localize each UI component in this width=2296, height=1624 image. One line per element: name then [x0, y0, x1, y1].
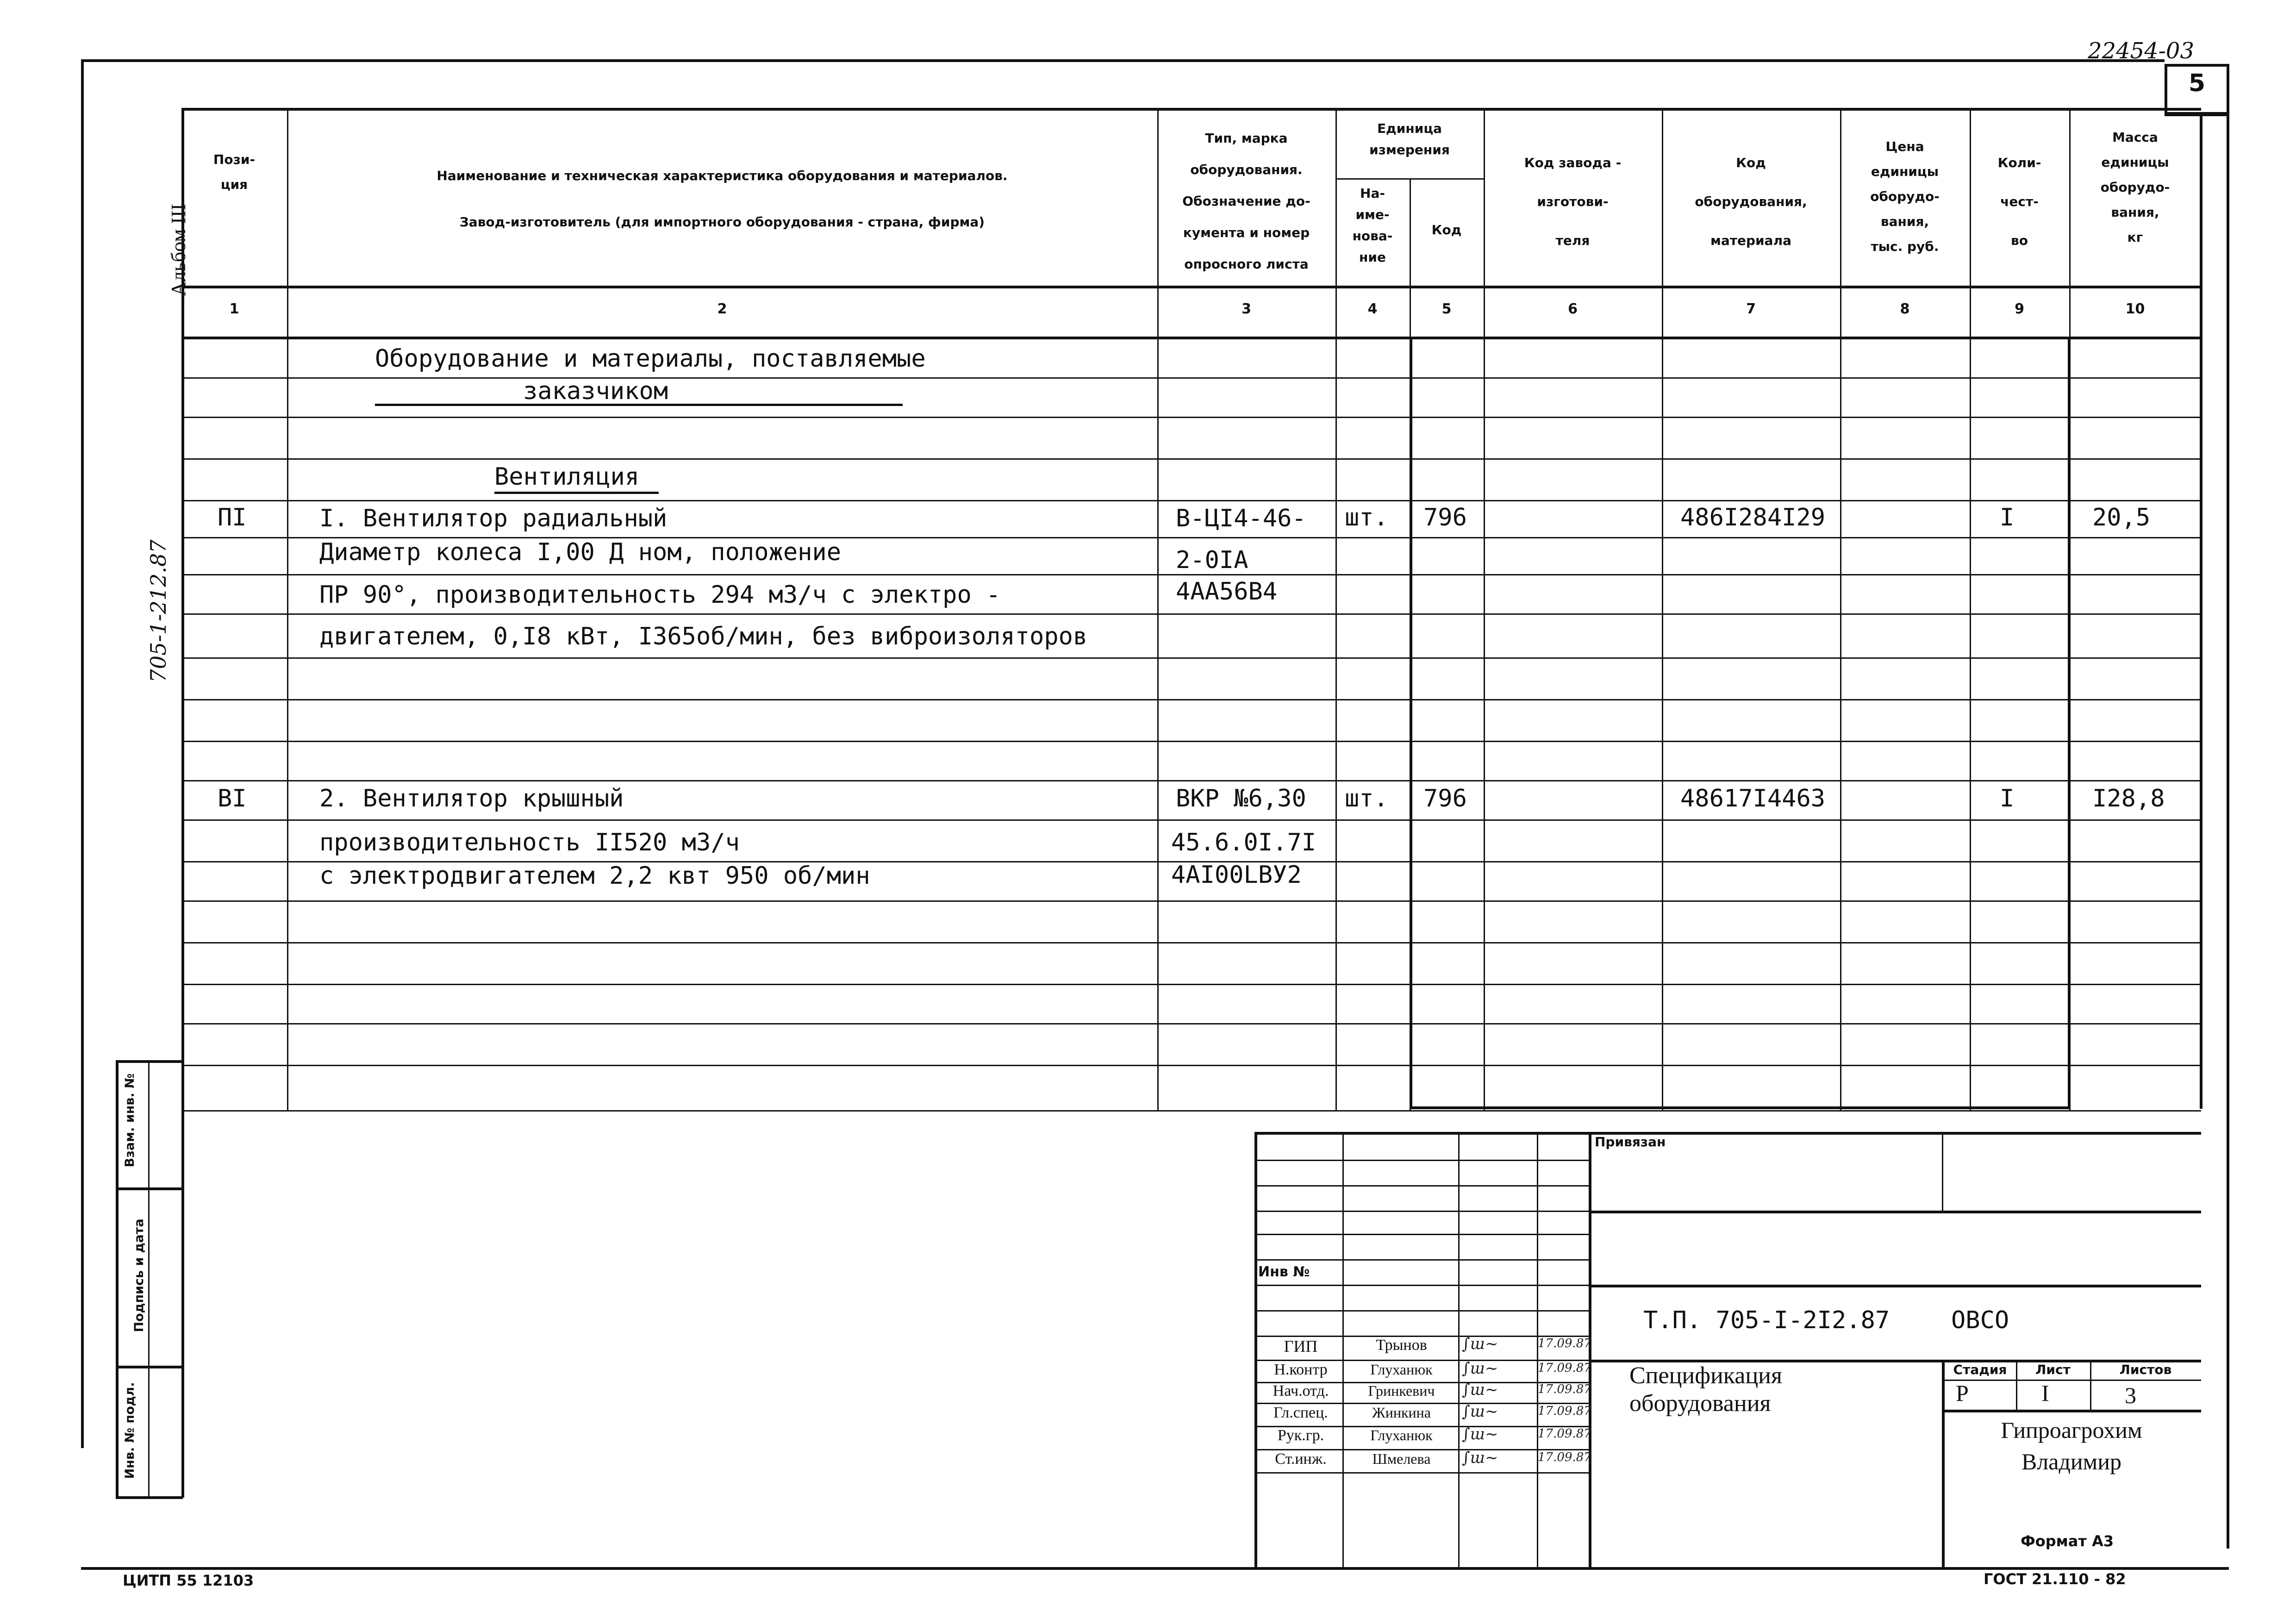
stamp-col-sep — [1342, 1132, 1344, 1567]
item2-mass: I28,8 — [2092, 785, 2165, 812]
signer-signature: ∫ɯ~ — [1462, 1425, 1498, 1443]
signer-signature: ∫ɯ~ — [1462, 1402, 1498, 1421]
bold-region-bottom — [1410, 1106, 2071, 1109]
signer-date: 17.09.87 — [1538, 1361, 1591, 1375]
header-mass-line: единицы — [2101, 155, 2169, 170]
header-price-line: вания, — [1880, 214, 1929, 229]
item1-equipment-code: 486I284I29 — [1680, 504, 1826, 531]
col-number-4: 4 — [1367, 301, 1378, 317]
signer-name: Глуханюк — [1370, 1427, 1433, 1443]
header-unit-name-line: ние — [1359, 250, 1386, 265]
bold-region-left — [1410, 338, 1412, 1109]
subsection-title: Вентиляция — [494, 463, 640, 491]
project-code-vertical: 705-1-212.87 — [146, 539, 171, 683]
signer-date: 17.09.87 — [1538, 1427, 1591, 1441]
header-mass-line: оборудо- — [2100, 180, 2170, 195]
header-factory-code-line: теля — [1555, 233, 1590, 248]
row-line — [181, 500, 2201, 501]
vzam-inv-label: Взам. инв. № — [123, 1073, 137, 1168]
print-code: ЦИТП 55 12103 — [123, 1572, 254, 1589]
signer-signature: ∫ɯ~ — [1462, 1359, 1498, 1378]
header-equipment-code-line: оборудования, — [1695, 194, 1807, 209]
header-quantity-line: Коли- — [1997, 155, 2041, 170]
row-line — [181, 458, 2201, 460]
col-number-1: 1 — [229, 301, 239, 317]
signer-role: Гл.спец. — [1273, 1404, 1328, 1421]
header-price — [1840, 134, 1970, 259]
signer-signature: ∫ɯ~ — [1462, 1449, 1498, 1467]
stamp-col-sep — [1458, 1132, 1460, 1567]
margin-strip-left — [116, 1060, 119, 1498]
signer-date: 17.09.87 — [1538, 1337, 1591, 1350]
gost-label: ГОСТ 21.110 - 82 — [1984, 1570, 2126, 1588]
header-factory-code — [1484, 144, 1662, 260]
header-quantity-line: во — [2011, 233, 2028, 248]
header-unit-name-line: нова- — [1352, 228, 1393, 244]
stamp-row-line — [1254, 1211, 1589, 1212]
stamp-privyazan-bottom — [1589, 1211, 2201, 1213]
subsection-underline — [494, 492, 659, 494]
section-title-line1: Оборудование и материалы, поставляемые — [375, 345, 926, 373]
doc-suffix: ОВСО — [1951, 1306, 2009, 1334]
col-number-2: 2 — [717, 301, 727, 317]
row-line — [181, 613, 2201, 615]
col-sep-1 — [287, 108, 288, 1110]
format-label: Формат А3 — [2021, 1532, 2114, 1550]
stamp-row-line — [1254, 1259, 1589, 1261]
section-title-underline — [375, 404, 903, 406]
header-unit-name-line: На- — [1360, 186, 1385, 201]
signer-name: Гринкевич — [1368, 1382, 1435, 1399]
header-equipment-code-line: материала — [1710, 233, 1791, 248]
item1-unit-code: 796 — [1423, 504, 1467, 531]
header-price-line: тыс. руб. — [1871, 239, 1939, 254]
signer-signature: ∫ɯ~ — [1462, 1335, 1498, 1353]
col-number-8: 8 — [1900, 301, 1910, 317]
item2-type-line3: 4АI00LВУ2 — [1171, 861, 1302, 889]
header-factory-code-line: изготови- — [1537, 194, 1609, 209]
header-equipment-code-line: Код — [1736, 155, 1766, 170]
header-unit — [1335, 118, 1484, 161]
item2-equipment-code: 48617I4463 — [1680, 785, 1826, 812]
privyazan-label: Привязан — [1595, 1134, 1666, 1149]
margin-strip-div1 — [116, 1187, 183, 1190]
item2-quantity: I — [2000, 785, 2015, 812]
row-line — [181, 657, 2201, 659]
signer-signature: ∫ɯ~ — [1462, 1380, 1498, 1399]
header-type-line: кумента и номер — [1183, 225, 1310, 240]
stage-label: Стадия — [1953, 1362, 2007, 1377]
row-line — [181, 780, 2201, 781]
col-number-3: 3 — [1242, 301, 1251, 317]
header-type — [1157, 123, 1335, 280]
item2-unit-name: шт. — [1345, 785, 1388, 812]
podpis-data-label: Подпись и дата — [132, 1218, 146, 1332]
stamp-row-line — [1254, 1310, 1589, 1312]
footer-line — [81, 1567, 729, 1569]
frame-top-line — [81, 59, 2165, 62]
signer-date: 17.09.87 — [1538, 1382, 1591, 1396]
item1-unit-name: шт. — [1345, 504, 1388, 531]
signer-date: 17.09.87 — [1538, 1404, 1591, 1418]
stamp-stage-line — [1942, 1380, 2201, 1381]
stamp-top-line — [1254, 1132, 2201, 1135]
row-line — [181, 699, 2201, 700]
header-mass-line: вания, — [2111, 205, 2159, 220]
signer-role: Н.контр — [1274, 1361, 1328, 1378]
item1-type-line1: В-ЦI4-46- — [1176, 505, 1306, 532]
header-quantity — [1970, 144, 2069, 260]
sheet-number: 5 — [2188, 69, 2206, 97]
col-number-7: 7 — [1746, 301, 1756, 317]
item2-type-line1: ВКР №6,30 — [1176, 785, 1306, 812]
margin-strip-right — [181, 1060, 184, 1498]
inv-no-label: Инв № — [1258, 1264, 1310, 1280]
header-mass — [2069, 125, 2201, 250]
stamp-privyazan-sep — [1942, 1132, 1943, 1213]
header-position-line: ция — [220, 177, 248, 192]
stage-value: Р — [1956, 1380, 1969, 1406]
item1-name-line1: I. Вентилятор радиальный — [319, 505, 668, 532]
table-top-line — [181, 108, 2201, 111]
colnum-bottom-line — [181, 337, 2201, 339]
item2-name-line1: 2. Вентилятор крышный — [319, 785, 624, 812]
col-number-6: 6 — [1568, 301, 1578, 317]
row-line — [181, 900, 2201, 902]
frame-top-right-line — [2165, 113, 2229, 116]
header-position-line: Пози- — [213, 152, 256, 167]
signer-name: Глуханюк — [1370, 1361, 1433, 1378]
section-title-line2: заказчиком — [523, 377, 668, 405]
signer-name: Жинкина — [1372, 1404, 1431, 1421]
signer-role: Нач.отд. — [1273, 1382, 1329, 1399]
row-line — [181, 1065, 2201, 1066]
row-line — [181, 377, 2201, 379]
bold-region-right — [2068, 338, 2071, 1109]
header-mass-line: кг — [2127, 230, 2143, 245]
table-left-line — [181, 108, 184, 1110]
album-label: Альбом III — [167, 203, 190, 297]
doc-code: Т.П. 705-I-2I2.87 — [1643, 1306, 1890, 1334]
row-line — [181, 574, 2201, 575]
stamp-row-line — [1254, 1185, 1589, 1187]
frame-left-line — [81, 59, 84, 1448]
stamp-row-line — [1254, 1160, 1589, 1161]
header-position — [181, 147, 287, 197]
item1-name-line4: двигателем, 0,I8 кВт, I365об/мин, без виброизоляторов — [319, 623, 1088, 650]
org-line2: Владимир — [2021, 1449, 2122, 1474]
header-type-line: опросного листа — [1184, 256, 1309, 272]
signer-role: ГИП — [1284, 1337, 1318, 1355]
header-unit-name-line: име- — [1355, 207, 1390, 222]
col-number-5: 5 — [1441, 301, 1452, 317]
header-type-line: Обозначение до- — [1182, 194, 1310, 209]
item1-type-line2: 2-0IА — [1176, 546, 1248, 574]
header-price-line: оборудо- — [1870, 189, 1940, 204]
row-line — [181, 1023, 2201, 1024]
header-unit-line: измерения — [1369, 142, 1450, 157]
col-number-9: 9 — [2015, 301, 2024, 317]
header-price-line: единицы — [1871, 164, 1939, 179]
stamp-row-line — [1254, 1472, 1589, 1474]
stamp-left-line — [1254, 1132, 1257, 1567]
item2-name-line3: с электродвигателем 2,2 квт 950 об/мин — [319, 862, 870, 890]
sheets-label: Листов — [2119, 1362, 2172, 1377]
item2-unit-code: 796 — [1423, 785, 1467, 812]
col-number-10: 10 — [2125, 301, 2145, 317]
item1-quantity: I — [2000, 504, 2015, 531]
item1-name-line3: ПР 90°, производительность 294 м3/ч с электро - — [319, 581, 1001, 609]
item1-mass: 20,5 — [2092, 504, 2151, 531]
item1-position: ПI — [218, 504, 247, 531]
signer-name: Трынов — [1376, 1337, 1427, 1354]
item2-type-line2: 45.6.0I.7I — [1171, 829, 1316, 856]
stamp-row-line — [1254, 1234, 1589, 1235]
sheet-label: Лист — [2035, 1362, 2071, 1377]
header-quantity-line: чест- — [2000, 194, 2039, 209]
item2-name-line2: производительность II520 м3/ч — [319, 829, 740, 856]
header-unit-name — [1335, 183, 1410, 268]
stamp-stage-bottom — [1942, 1410, 2201, 1412]
header-bottom-line — [181, 286, 2201, 288]
item1-name-line2: Диаметр колеса I,00 Д ном, положение — [319, 538, 842, 566]
header-mass-line: Масса — [2112, 130, 2158, 145]
signer-date: 17.09.87 — [1538, 1450, 1591, 1464]
frame-right-line — [2227, 113, 2229, 1549]
signer-role: Рук.гр. — [1277, 1427, 1324, 1444]
row-line — [181, 942, 2201, 943]
doc-title-line1: Спецификация — [1629, 1362, 1782, 1389]
signer-name: Шмелева — [1372, 1450, 1431, 1467]
row-line — [181, 984, 2201, 985]
header-type-line: Тип, марка — [1205, 131, 1288, 146]
org-line1: Гипроагрохим — [2001, 1417, 2142, 1443]
header-factory-code-line: Код завода - — [1524, 155, 1622, 170]
row-line — [181, 819, 2201, 821]
table-right-line — [2200, 113, 2202, 1109]
row-line — [181, 417, 2201, 418]
header-name — [287, 153, 1157, 245]
sheet-value: I — [2041, 1380, 2049, 1406]
header-type-line: оборудования. — [1190, 162, 1303, 177]
document-number: 22454-03 — [2088, 38, 2194, 64]
signer-role: Ст.инж. — [1275, 1450, 1327, 1468]
inv-podl-label: Инв. № подл. — [123, 1382, 137, 1479]
stamp-row-line — [1254, 1285, 1589, 1286]
row-line — [181, 741, 2201, 742]
doc-title-line2: оборудования — [1629, 1390, 1771, 1417]
margin-strip-bottom — [116, 1496, 183, 1499]
stamp-code-top — [1589, 1285, 2201, 1287]
sheets-value: 3 — [2125, 1382, 2136, 1408]
table-bottom-line — [181, 1110, 2201, 1112]
item2-position: ВI — [218, 785, 247, 812]
header-name-line: Наименование и техническая характеристика оборудования и материалов. — [437, 168, 1008, 183]
header-price-line: Цена — [1885, 139, 1924, 154]
header-name-line: Завод-изготовитель (для импортного оборудования - страна, фирма) — [459, 214, 985, 230]
header-unit-line: Единица — [1377, 121, 1442, 136]
header-equipment-code — [1662, 144, 1840, 260]
item1-type-line3: 4АА56В4 — [1176, 578, 1278, 606]
header-unit-code: Код — [1431, 222, 1462, 237]
